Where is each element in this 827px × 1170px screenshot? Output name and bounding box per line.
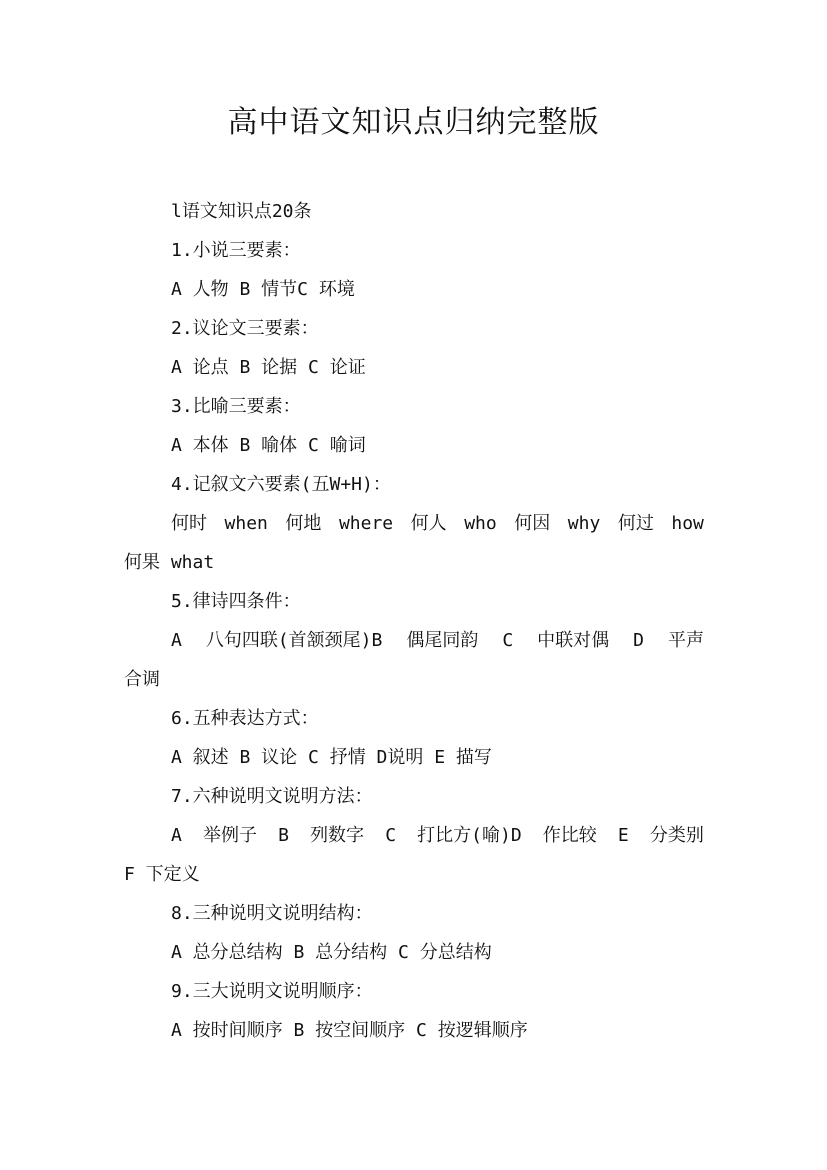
document-body <box>124 192 704 1050</box>
text-segment: how <box>671 513 704 534</box>
item-heading: 2.议论文三要素： <box>171 318 319 339</box>
text-segment: 何因 <box>514 513 551 534</box>
text-segment: where <box>338 513 394 534</box>
item-content-justified <box>124 621 704 660</box>
text-segment: 偶尾同韵 <box>406 630 479 651</box>
item-content-continuation: F 下定义 <box>124 864 200 885</box>
item-heading: 3.比喻三要素： <box>171 396 301 417</box>
document-title: 高中语文知识点归纳完整版 <box>227 105 600 140</box>
text-segment: C <box>385 825 397 846</box>
item-heading: 5.律诗四条件： <box>171 591 301 612</box>
item-heading: 9.三大说明文说明顺序： <box>171 981 373 1002</box>
text-segment: why <box>567 513 601 534</box>
text-segment: 列数字 <box>310 825 365 846</box>
item-content-continuation: 合调 <box>124 669 160 690</box>
item-content-justified <box>124 504 704 543</box>
text-segment: 何过 <box>617 513 654 534</box>
text-segment: D <box>633 630 644 651</box>
text-segment: 何时 <box>171 513 207 534</box>
text-segment: 八句四联(首颔颈尾)B <box>205 630 383 651</box>
item-content: A 总分总结构 B 总分结构 C 分总结构 <box>171 942 492 963</box>
text-segment: 何地 <box>285 513 322 534</box>
item-heading: 7.六种说明文说明方法： <box>171 786 373 807</box>
text-segment: 何人 <box>410 513 447 534</box>
item-content-continuation: 何果 what <box>124 552 215 573</box>
text-segment: A <box>171 630 182 651</box>
text-segment: 平声 <box>667 630 704 651</box>
text-segment: 打比方(喻)D <box>417 825 522 846</box>
item-content: A 叙述 B 议论 C 抒情 D说明 E 描写 <box>171 747 492 768</box>
text-segment: A <box>171 825 182 846</box>
text-segment: 中联对偶 <box>537 630 610 651</box>
text-segment: E <box>617 825 629 846</box>
item-heading: 6.五种表达方式： <box>171 708 319 729</box>
item-content: A 人物 B 情节C 环境 <box>171 279 355 300</box>
text-segment: when <box>224 513 268 534</box>
text-segment: B <box>278 825 289 846</box>
text-segment: C <box>502 630 514 651</box>
item-content: A 按时间顺序 B 按空间顺序 C 按逻辑顺序 <box>171 1020 528 1041</box>
text-segment: who <box>464 513 497 534</box>
item-content-justified <box>124 816 704 855</box>
text-segment: 分类别 <box>649 825 704 846</box>
item-heading: 4.记叙文六要素(五W+H)： <box>171 474 391 495</box>
text-segment: 举例子 <box>202 825 257 846</box>
text-segment: 作比较 <box>542 825 597 846</box>
item-heading: 1.小说三要素： <box>171 240 301 261</box>
item-content: A 本体 B 喻体 C 喻词 <box>171 435 366 456</box>
section-heading: l语文知识点20条 <box>171 201 312 222</box>
item-content: A 论点 B 论据 C 论证 <box>171 357 366 378</box>
item-heading: 8.三种说明文说明结构： <box>171 903 373 924</box>
